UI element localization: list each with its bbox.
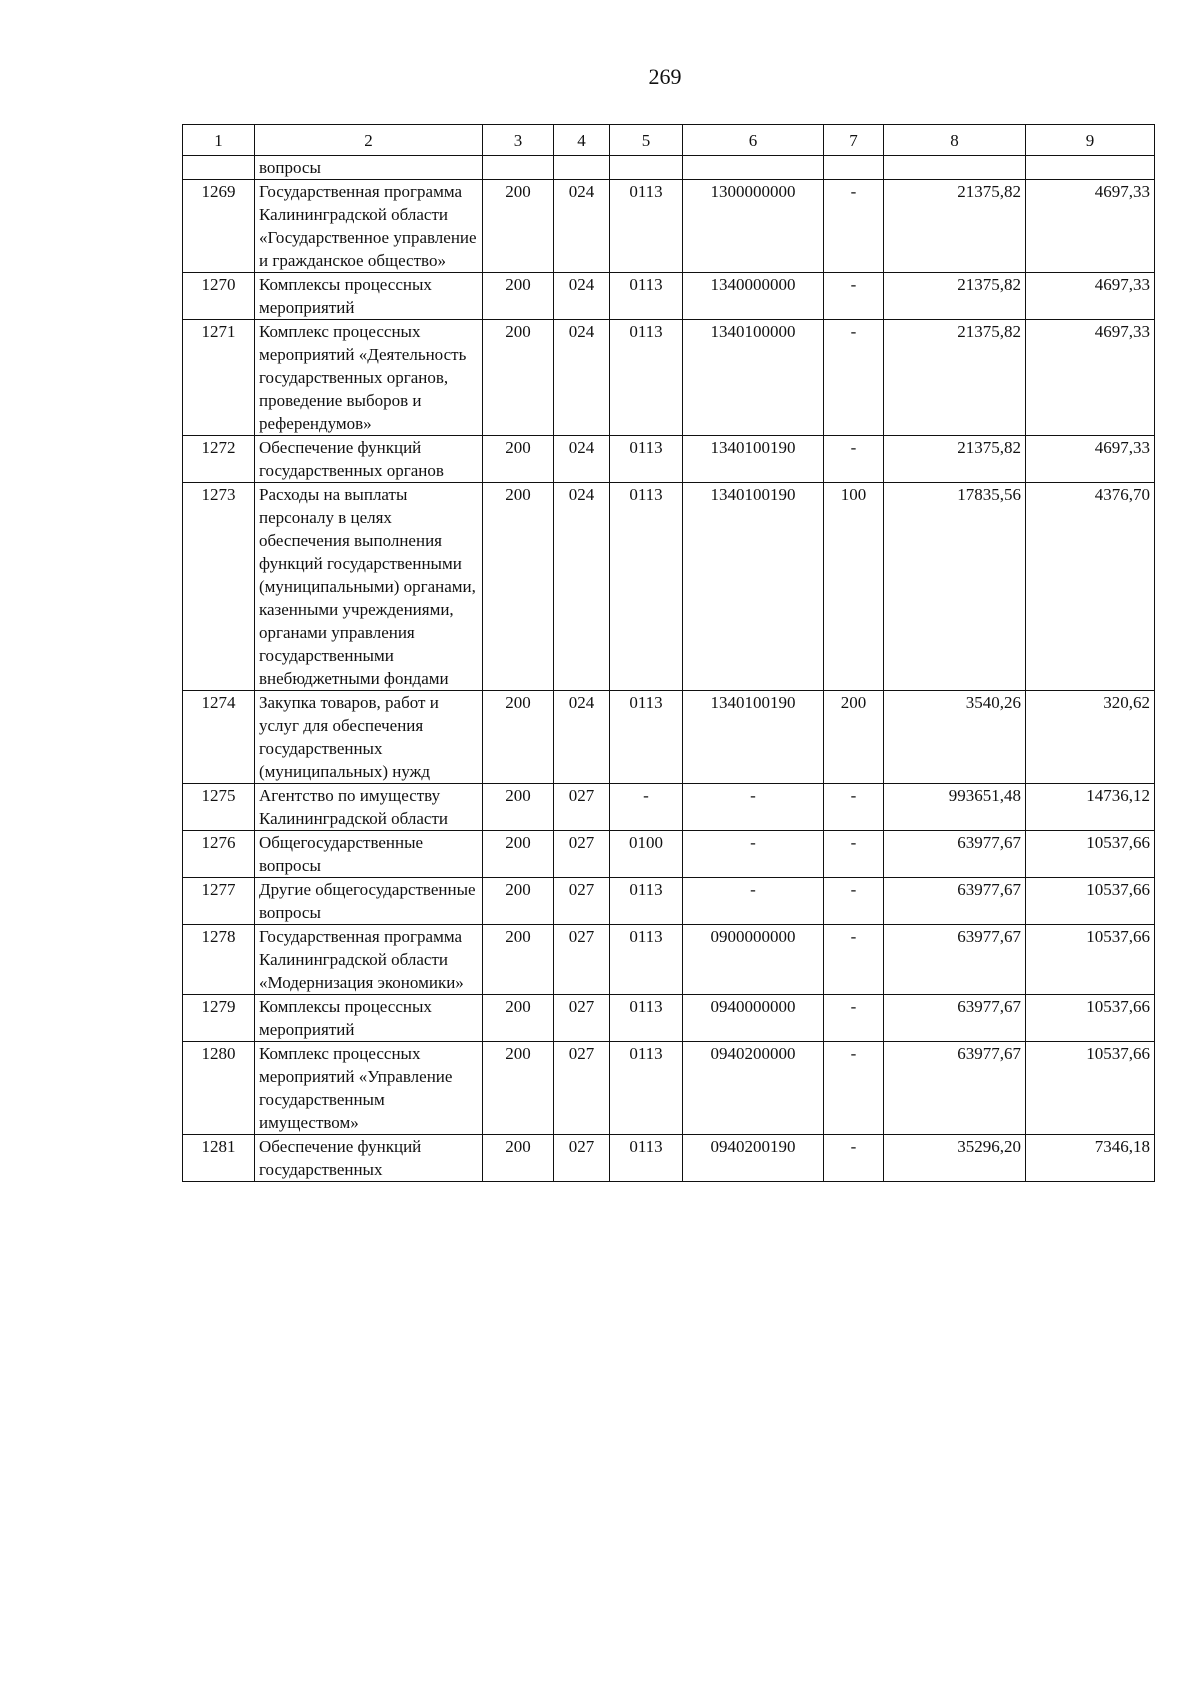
- row-col-7: -: [824, 784, 884, 831]
- row-col-5: 0113: [610, 320, 683, 436]
- row-col-3: 200: [483, 436, 554, 483]
- row-col-6: 0940200000: [683, 1042, 824, 1135]
- table-body: [183, 156, 1155, 1182]
- row-col-8: 35296,20: [884, 1135, 1026, 1182]
- row-number: 1276: [183, 831, 255, 878]
- row-col-6: -: [683, 831, 824, 878]
- row-col-5: 0113: [610, 995, 683, 1042]
- row-number: 1271: [183, 320, 255, 436]
- row-col-4: 024: [554, 436, 610, 483]
- row-number: 1270: [183, 273, 255, 320]
- row-col-9: 10537,66: [1026, 995, 1155, 1042]
- table-row: [183, 156, 1155, 180]
- row-col-8: 21375,82: [884, 273, 1026, 320]
- table-row: [183, 925, 1155, 995]
- row-name: Агентство по имуществу Калининградской области: [255, 784, 483, 831]
- header-col-1: 1: [183, 125, 255, 156]
- table-row: [183, 1042, 1155, 1135]
- row-col-8: 63977,67: [884, 995, 1026, 1042]
- row-number: 1269: [183, 180, 255, 273]
- row-col-3: 200: [483, 320, 554, 436]
- row-col-7: -: [824, 995, 884, 1042]
- row-col-8: [884, 156, 1026, 180]
- header-row: [183, 125, 1155, 156]
- row-col-3: 200: [483, 1135, 554, 1182]
- row-col-6: 0900000000: [683, 925, 824, 995]
- row-col-4: 027: [554, 784, 610, 831]
- row-col-5: 0113: [610, 691, 683, 784]
- row-col-8: 3540,26: [884, 691, 1026, 784]
- row-col-9: 4697,33: [1026, 180, 1155, 273]
- row-col-5: 0113: [610, 1042, 683, 1135]
- row-col-7: -: [824, 831, 884, 878]
- header-col-4: 4: [554, 125, 610, 156]
- row-col-4: 027: [554, 995, 610, 1042]
- row-col-5: -: [610, 784, 683, 831]
- row-col-7: [824, 156, 884, 180]
- row-col-7: -: [824, 1042, 884, 1135]
- row-col-3: 200: [483, 831, 554, 878]
- row-col-4: 024: [554, 691, 610, 784]
- row-col-3: 200: [483, 483, 554, 691]
- row-number: 1274: [183, 691, 255, 784]
- row-number: 1275: [183, 784, 255, 831]
- row-col-9: 4376,70: [1026, 483, 1155, 691]
- row-col-6: 1340000000: [683, 273, 824, 320]
- row-col-3: 200: [483, 180, 554, 273]
- row-col-7: -: [824, 180, 884, 273]
- row-name: Комплекс процессных мероприятий «Деятельность государственных органов, проведение выборов и референдумов»: [255, 320, 483, 436]
- row-col-8: 63977,67: [884, 1042, 1026, 1135]
- row-number: 1272: [183, 436, 255, 483]
- row-col-7: 200: [824, 691, 884, 784]
- row-col-3: 200: [483, 995, 554, 1042]
- row-col-9: 10537,66: [1026, 831, 1155, 878]
- row-col-4: 024: [554, 273, 610, 320]
- row-col-9: 320,62: [1026, 691, 1155, 784]
- header-col-2: 2: [255, 125, 483, 156]
- table-row: [183, 691, 1155, 784]
- row-col-6: 1340100190: [683, 691, 824, 784]
- row-col-8: 17835,56: [884, 483, 1026, 691]
- header-col-3: 3: [483, 125, 554, 156]
- row-col-3: 200: [483, 784, 554, 831]
- row-col-4: 024: [554, 320, 610, 436]
- row-col-4: 027: [554, 831, 610, 878]
- row-number: 1279: [183, 995, 255, 1042]
- row-col-3: [483, 156, 554, 180]
- row-name: Комплекс процессных мероприятий «Управление государственным имуществом»: [255, 1042, 483, 1135]
- row-col-6: -: [683, 878, 824, 925]
- row-col-4: 024: [554, 180, 610, 273]
- row-col-9: 14736,12: [1026, 784, 1155, 831]
- row-col-5: 0113: [610, 878, 683, 925]
- row-col-8: 21375,82: [884, 436, 1026, 483]
- row-col-4: 024: [554, 483, 610, 691]
- row-col-5: 0113: [610, 273, 683, 320]
- row-name: Закупка товаров, работ и услуг для обеспечения государственных (муниципальных) нужд: [255, 691, 483, 784]
- row-col-9: 10537,66: [1026, 1042, 1155, 1135]
- row-col-3: 200: [483, 691, 554, 784]
- row-col-7: -: [824, 1135, 884, 1182]
- row-col-4: 027: [554, 1135, 610, 1182]
- header-col-7: 7: [824, 125, 884, 156]
- row-number: 1280: [183, 1042, 255, 1135]
- row-name: Комплексы процессных мероприятий: [255, 995, 483, 1042]
- page-number: 269: [648, 64, 682, 89]
- row-col-3: 200: [483, 273, 554, 320]
- row-col-6: [683, 156, 824, 180]
- row-name: Обеспечение функций государственных: [255, 1135, 483, 1182]
- row-name: Другие общегосударственные вопросы: [255, 878, 483, 925]
- row-col-5: 0113: [610, 180, 683, 273]
- row-col-6: 0940000000: [683, 995, 824, 1042]
- table-row: [183, 784, 1155, 831]
- row-number: 1277: [183, 878, 255, 925]
- row-col-8: 993651,48: [884, 784, 1026, 831]
- row-number: 1273: [183, 483, 255, 691]
- row-col-9: 10537,66: [1026, 878, 1155, 925]
- table-row: [183, 1135, 1155, 1182]
- row-col-8: 63977,67: [884, 925, 1026, 995]
- row-col-7: -: [824, 878, 884, 925]
- row-col-5: [610, 156, 683, 180]
- table-row: [183, 483, 1155, 691]
- row-col-9: 4697,33: [1026, 273, 1155, 320]
- header-col-8: 8: [884, 125, 1026, 156]
- header-col-9: 9: [1026, 125, 1155, 156]
- row-number: [183, 156, 255, 180]
- row-number: 1278: [183, 925, 255, 995]
- row-col-3: 200: [483, 878, 554, 925]
- row-col-7: -: [824, 925, 884, 995]
- header-col-5: 5: [610, 125, 683, 156]
- row-col-7: -: [824, 273, 884, 320]
- row-col-9: 7346,18: [1026, 1135, 1155, 1182]
- table-row: [183, 320, 1155, 436]
- row-col-6: 1340100190: [683, 483, 824, 691]
- row-name: Государственная программа Калининградской области «Модернизация экономики»: [255, 925, 483, 995]
- row-col-9: 10537,66: [1026, 925, 1155, 995]
- row-name: Обеспечение функций государственных органов: [255, 436, 483, 483]
- row-col-8: 21375,82: [884, 320, 1026, 436]
- row-number: 1281: [183, 1135, 255, 1182]
- row-col-4: 027: [554, 925, 610, 995]
- row-col-6: -: [683, 784, 824, 831]
- row-col-6: 1340100190: [683, 436, 824, 483]
- row-name: Комплексы процессных мероприятий: [255, 273, 483, 320]
- row-name: Государственная программа Калининградской области «Государственное управление и гражданское общество»: [255, 180, 483, 273]
- table-row: [183, 180, 1155, 273]
- row-col-6: 0940200190: [683, 1135, 824, 1182]
- row-col-9: 4697,33: [1026, 436, 1155, 483]
- table-row: [183, 273, 1155, 320]
- header-col-6: 6: [683, 125, 824, 156]
- row-col-4: 027: [554, 878, 610, 925]
- row-col-3: 200: [483, 1042, 554, 1135]
- row-col-5: 0100: [610, 831, 683, 878]
- row-col-8: 63977,67: [884, 831, 1026, 878]
- row-col-4: 027: [554, 1042, 610, 1135]
- row-col-9: 4697,33: [1026, 320, 1155, 436]
- row-col-9: [1026, 156, 1155, 180]
- row-col-7: 100: [824, 483, 884, 691]
- row-name: вопросы: [255, 156, 483, 180]
- row-col-8: 21375,82: [884, 180, 1026, 273]
- row-col-6: 1340100000: [683, 320, 824, 436]
- table-row: [183, 878, 1155, 925]
- row-name: Расходы на выплаты персоналу в целях обеспечения выполнения функций государственными (муниципальными) органами, казенными учреждениями, органами управления государственными внебюджетными фондами: [255, 483, 483, 691]
- row-col-4: [554, 156, 610, 180]
- row-col-6: 1300000000: [683, 180, 824, 273]
- row-col-5: 0113: [610, 1135, 683, 1182]
- row-col-8: 63977,67: [884, 878, 1026, 925]
- budget-table: [182, 124, 1155, 1182]
- row-col-7: -: [824, 436, 884, 483]
- row-col-7: -: [824, 320, 884, 436]
- row-col-5: 0113: [610, 483, 683, 691]
- row-col-5: 0113: [610, 925, 683, 995]
- table-row: [183, 436, 1155, 483]
- row-name: Общегосударственные вопросы: [255, 831, 483, 878]
- row-col-3: 200: [483, 925, 554, 995]
- table-row: [183, 995, 1155, 1042]
- row-col-5: 0113: [610, 436, 683, 483]
- table-row: [183, 831, 1155, 878]
